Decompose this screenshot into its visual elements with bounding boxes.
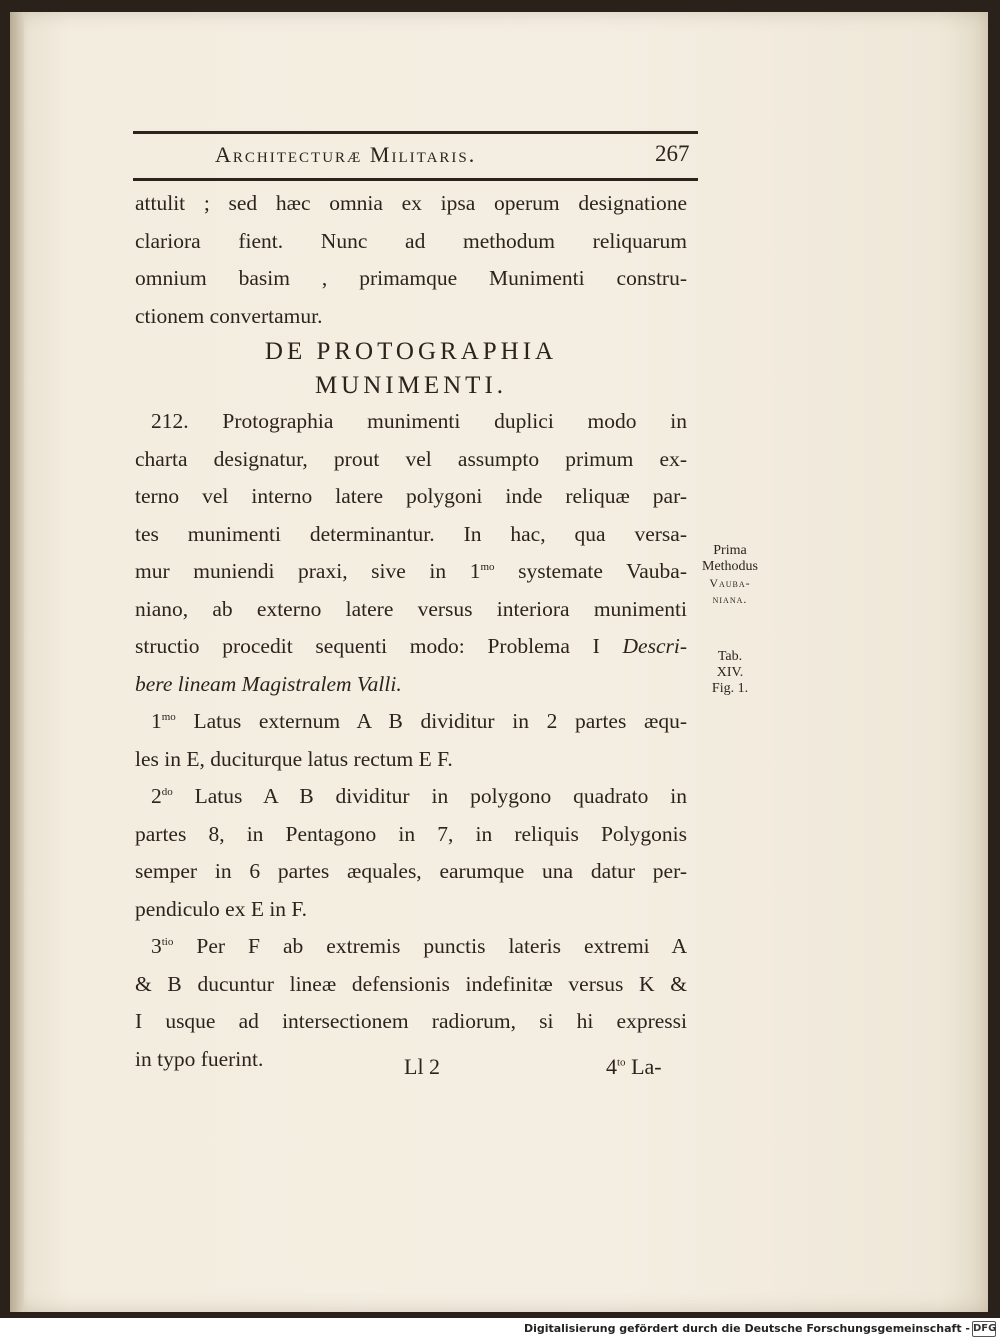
body-text: [135, 185, 687, 1078]
section-heading-line2: MUNIMENTI.: [314, 372, 508, 399]
text-line: mur muniendi praxi, sive in $1^{mo}$ systemate Vauba-: [135, 559, 687, 583]
margin-note-method: Vauba-: [709, 576, 751, 590]
text-line: structio procedit sequenti modo: Problema I Descri-: [135, 634, 687, 658]
text-line: omnium basim , primamque Munimenti constru-: [135, 266, 687, 290]
step-2-line: partes 8, in Pentagono in 7, in reliquis Polygonis: [135, 821, 687, 846]
margin-note-method: Methodus: [702, 559, 758, 574]
text-line: charta designatur, prout vel assumpto primum ex-: [135, 446, 687, 471]
margin-notes: [688, 543, 772, 697]
step-3-line: I usque ad intersectionem radiorum, si hi expressi: [135, 1009, 687, 1033]
text-line: ctionem convertamur.: [135, 303, 323, 328]
page-gutter-edge: [10, 12, 24, 1312]
text-line: 212. Protographia munimenti duplici modo in: [151, 409, 687, 433]
header-rule-top: [133, 131, 698, 134]
digitization-credit: Digitalisierung gefördert durch die Deutsche Forschungsgemeinschaft -: [523, 1322, 970, 1335]
text-line: tes munimenti determinantur. In hac, qua versa-: [135, 521, 687, 546]
margin-note-figure: XIV.: [716, 665, 744, 680]
dfg-logo: DFG: [972, 1321, 996, 1337]
text-line: attulit ; sed hæc omnia ex ipsa operum designatione: [135, 191, 687, 215]
text-line: bere lineam Magistralem Valli.: [135, 671, 402, 696]
step-2-line: $2^{do}$ Latus A B dividitur in polygono quadrato in: [151, 784, 687, 808]
margin-note-method: Prima: [713, 543, 747, 558]
text-line: terno vel interno latere polygoni inde reliquæ par-: [135, 484, 687, 508]
text-line: niano, ab externo latere versus interiora munimenti: [135, 596, 687, 621]
text-line: clariora fient. Nunc ad methodum reliquarum: [135, 228, 687, 253]
step-3-line: in typo fuerint.: [135, 1046, 264, 1071]
step-3-line: & B ducuntur lineæ defensionis indefinitæ versus K &: [135, 971, 687, 996]
header-rule-bottom: [133, 178, 698, 181]
margin-note-method: niana.: [712, 592, 748, 606]
section-heading-line1: DE PROTOGRAPHIA: [264, 338, 558, 365]
step-1-line: $1^{mo}$ Latus externum A B dividitur in 2 partes æqu-: [151, 709, 687, 733]
catchword: $4^{to}$ La-: [606, 1054, 662, 1079]
step-3-line: $3^{tio}$ Per F ab extremis punctis lateris extremi A: [151, 934, 687, 958]
margin-note-figure: Fig. 1.: [711, 681, 749, 696]
margin-note-figure: Tab.: [717, 649, 743, 664]
step-2-line: pendiculo ex E in F.: [135, 896, 308, 921]
step-2-line: semper in 6 partes æquales, earumque una datur per-: [135, 859, 687, 883]
margin-spacer: [688, 607, 772, 649]
step-1-line: les in E, duciturque latus rectum E F.: [135, 746, 453, 771]
page-number: 267: [655, 141, 690, 166]
running-head-title: Architecturæ Militaris.: [215, 142, 477, 167]
signature-mark: Ll 2: [404, 1054, 441, 1079]
